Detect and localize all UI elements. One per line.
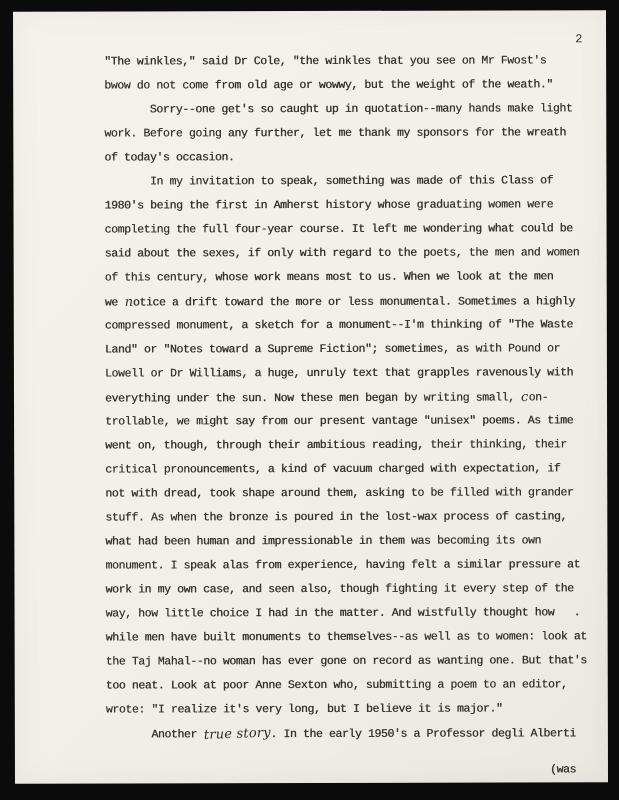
handwritten-correction: n xyxy=(123,294,134,311)
typescript-line xyxy=(105,577,597,602)
typescript-line xyxy=(105,361,597,386)
text-block xyxy=(104,49,598,746)
typed-text: of this century, whose work means most to us. When we look at the men xyxy=(104,270,554,285)
typescript-line xyxy=(105,433,597,458)
typed-text: Another xyxy=(105,728,204,742)
typescript-line xyxy=(105,337,597,362)
typescript-line xyxy=(105,289,597,314)
typescript-line xyxy=(105,553,597,578)
typescript-line xyxy=(104,121,596,146)
typescript-line xyxy=(106,673,598,698)
typed-text: Land" or "Notes toward a Supreme Fiction"; sometimes, as with Pound or xyxy=(104,342,560,357)
typed-text: "The winkles," said Dr Cole, "the winkles that you see on Mr Fwost's xyxy=(104,54,547,69)
handwritten-correction: c xyxy=(520,389,529,406)
typescript-line xyxy=(105,409,597,434)
typescript-line xyxy=(105,481,597,506)
typed-text: way, how little choice I had in the matter. And wistfully thought how . xyxy=(105,606,581,621)
typed-text: the Taj Mahal--no woman has ever gone on record as wanting one. But that's xyxy=(105,654,587,669)
typed-text: In my invitation to speak, something was made of this Class of xyxy=(104,174,554,189)
handwritten-correction: true story xyxy=(203,725,271,743)
typescript-line xyxy=(106,697,598,722)
typescript-line xyxy=(104,193,596,218)
typescript-line xyxy=(104,97,596,122)
typed-text: while men have built monuments to themselves--as well as to women: look at xyxy=(105,630,587,645)
typescript-line xyxy=(105,505,597,530)
typed-text: went on, though, through their ambitious reading, their thinking, their xyxy=(105,438,567,453)
typescript-line xyxy=(105,217,597,242)
typed-text: . In the early 1950's a Professor degli Alberti xyxy=(270,727,576,742)
typescript-line xyxy=(105,457,597,482)
typed-text: on- xyxy=(528,391,549,405)
typed-text: said about the sexes, if only with regard to the poets, the men and women xyxy=(104,246,580,261)
typed-text: too neat. Look at poor Anne Sexton who, submitting a poem to an editor, xyxy=(105,678,568,693)
typed-text: bwow do not come from old age or wowwy, but the weight of the weath." xyxy=(104,78,553,93)
typed-text: not with dread, took shape around them, asking to be filled with grander xyxy=(105,486,574,501)
typed-text: of today's occasion. xyxy=(104,151,235,165)
typescript-line xyxy=(106,721,598,746)
typescript-line xyxy=(104,49,596,74)
typescript-line xyxy=(105,241,597,266)
typed-text: work in my own case, and seen also, though fighting it every step of the xyxy=(105,582,574,597)
typescript-line xyxy=(105,313,597,338)
typescript-line xyxy=(105,529,597,554)
typed-text: completing the full four-year course. It left me wondering what could be xyxy=(104,222,573,237)
typed-text: what had been human and impressionable in them was becoming its own xyxy=(105,534,541,549)
typed-text: critical pronouncements, a kind of vacuum charged with expectation, if xyxy=(105,462,561,477)
typed-text: monument. I speak alas from experience, having felt a similar pressure at xyxy=(105,558,581,573)
typed-text: Sorry--one get's so caught up in quotation--many hands make light xyxy=(104,102,573,117)
typed-text: stuff. As when the bronze is poured in the lost-wax process of casting, xyxy=(105,510,567,525)
typed-text: work. Before going any further, let me thank my sponsors for the wreath xyxy=(104,126,566,141)
typed-text: everything under the sun. Now these men began by writing small, xyxy=(104,391,522,406)
typescript-line xyxy=(106,625,598,650)
typed-text: trollable, we might say from our present vantage "unisex" poems. As time xyxy=(105,414,574,429)
typescript-line xyxy=(105,265,597,290)
typed-text: wrote: "I realize it's very long, but I believe it is major." xyxy=(105,702,503,717)
typed-text: we xyxy=(104,296,125,310)
document-page xyxy=(13,10,608,784)
typescript-line xyxy=(104,169,596,194)
typed-text: 1980's being the first in Amherst history whose graduating women were xyxy=(104,198,554,213)
typed-text: Lowell or Dr Williams, a huge, unruly text that grapples ravenously with xyxy=(104,366,574,381)
typescript-line xyxy=(106,649,598,674)
typescript-line xyxy=(105,385,597,410)
catchword: (was xyxy=(549,763,576,777)
page-number: 2 xyxy=(575,32,583,47)
typed-text: otice a drift toward the more or less monumental. Sometimes a highly xyxy=(132,295,575,310)
typed-text: compressed monument, a sketch for a monument--I'm thinking of "The Waste xyxy=(104,318,573,333)
typescript-line xyxy=(104,145,596,170)
typescript-line xyxy=(106,601,598,626)
typescript-line xyxy=(104,73,596,98)
